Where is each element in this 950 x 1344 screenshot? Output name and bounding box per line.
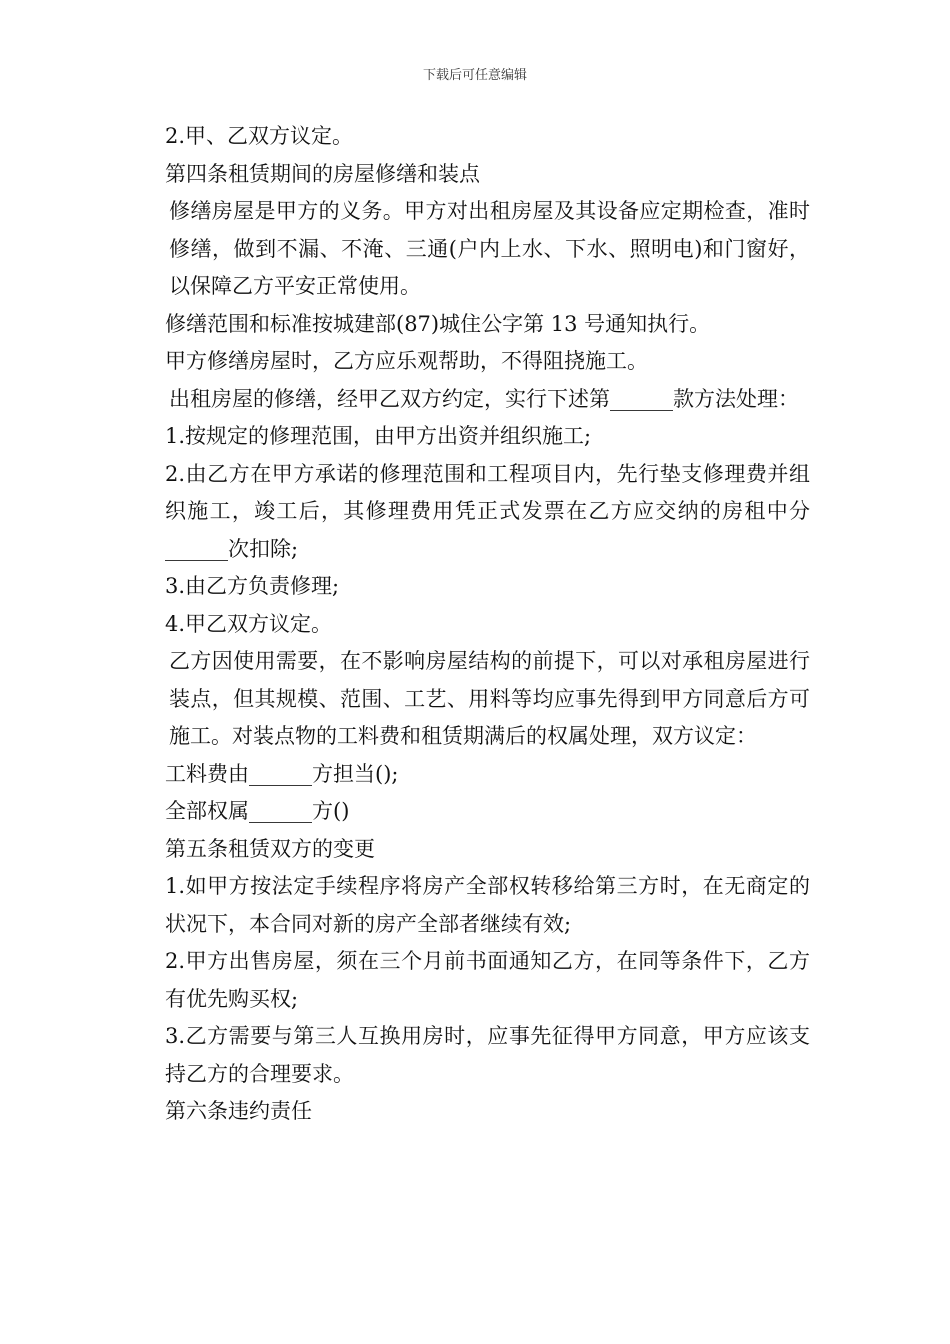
list-item-method-3: 3.由乙方负责修理; bbox=[165, 574, 340, 598]
list-item-change-3: 3.乙方需要与第三人互换用房时，应事先征得甲方同意，甲方应该支持乙方的合理要求。 bbox=[165, 1024, 810, 1086]
list-item-method-4: 4.甲乙双方议定。 bbox=[165, 611, 333, 636]
page-header: 下载后可任意编辑 bbox=[422, 68, 527, 83]
paragraph-clause-item-2: 2.甲、乙双方议定。 bbox=[165, 124, 354, 148]
list-item-change-1: 1.如甲方按法定手续程序将房产全部权转移给第三方时，在无商定的状况下，本合同对新的房产全部者继续有效; bbox=[165, 874, 810, 936]
section-heading-article-4: 第四条租赁期间的房屋修缮和装点 bbox=[165, 161, 480, 186]
paragraph-ownership: 全部权属______方() bbox=[165, 799, 350, 823]
paragraph-decoration: 乙方因使用需要，在不影响房屋结构的前提下，可以对承租房屋进行装点，但其规模、范围、工艺、用料等均应事先得到甲方同意后方可施工。对装点物的工料费和租赁期满后的权属处理，双方议定： bbox=[169, 649, 810, 748]
paragraph-repair-duty: 修缮房屋是甲方的义务。甲方对出租房屋及其设备应定期检查，准时修缮，做到不漏、不淹、三通(户内上水、下水、照明电)和门窗好，以保障乙方平安正常使用。 bbox=[169, 199, 810, 298]
paragraph-repair-scope: 修缮范围和标准按城建部(87)城住公字第 13 号通知执行。 bbox=[165, 311, 711, 336]
list-item-method-1: 1.按规定的修理范围，由甲方出资并组织施工; bbox=[165, 424, 592, 448]
section-heading-article-5: 第五条租赁双方的变更 bbox=[165, 836, 375, 861]
paragraph-repair-assistance: 甲方修缮房屋时，乙方应乐观帮助，不得阻挠施工。 bbox=[165, 349, 648, 373]
document-body bbox=[145, 118, 810, 1131]
paragraph-repair-method: 出租房屋的修缮，经甲乙双方约定，实行下述第______款方法处理： bbox=[169, 386, 799, 411]
section-heading-article-6: 第六条违约责任 bbox=[165, 1099, 312, 1123]
list-item-change-2: 2.甲方出售房屋，须在三个月前书面通知乙方，在同等条件下，乙方有优先购买权; bbox=[165, 949, 810, 1011]
list-item-method-2: 2.由乙方在甲方承诺的修理范围和工程项目内，先行垫支修理费并组织施工，竣工后，其修理费用凭正式发票在乙方应交纳的房租中分______次扣除; bbox=[165, 461, 810, 561]
paragraph-material-cost: 工料费由______方担当(); bbox=[165, 761, 399, 786]
